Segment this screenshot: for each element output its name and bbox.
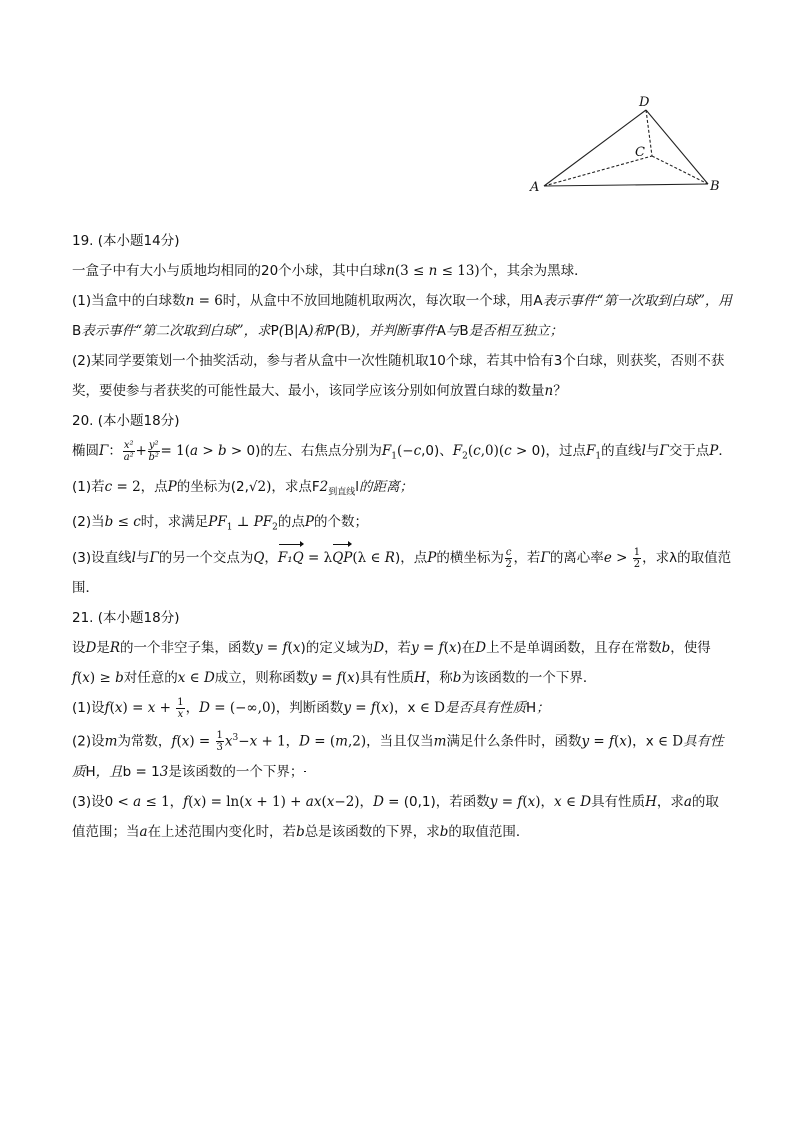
q19-intro: 一盒子中有大小与质地均相同的20个小球，其中白球n(3 ≤ n ≤ 13)个，其余为黑球． [72, 263, 588, 279]
label-A: A [530, 180, 540, 195]
label-C: C [635, 145, 645, 160]
q19-part2: (2)某同学要策划一个抽奖活动，参与者从盒中一次性随机取10个球，若其中恰有3个白球，则获奖，否则不获奖，要使参与者获奖的可能性最大、最小，该同学应该分别如何放置白球的数量n？ [72, 353, 725, 399]
q21-part2: (2)设m为常数，f(x) = $\frac{1}{3}$ $x^3-x + 1$，D = (m,2)，当且仅当m满足什么条件时，函数y = f(x)，x ∈ D具有性质H，且b = 13是该函数的一个下界； [72, 730, 724, 780]
questions [72, 226, 732, 847]
edge-AB [544, 184, 708, 186]
edge-AD [544, 110, 646, 186]
q21-part1: (1)设f(x) = x + $\frac{1}{x}$ ，D = (−∞,0)，判断函数y = f(x)，x ∈ D是否具有性质H； [72, 696, 550, 720]
q20-part1: (1)若c = 2，点P的坐标为(2,√2)，求点$F2_{到直线}l$的距离； [72, 478, 414, 498]
vector-QP: QP [332, 543, 352, 573]
q21-part3: (3)设0 < a ≤ 1，f(x) = ln(x + 1) + ax(x−2)，D = (0,1)，若函数y = f(x)，x ∈ D具有性质H，求a的取值范围；当a在上述范围内变化时，若b总是该函数的下界，求b的取值范围． [72, 793, 719, 840]
fraction-c-2: $\frac{c}{2}$ [505, 546, 512, 570]
q19-header: 19. (本小题14分) [72, 233, 180, 249]
label-D: D [639, 95, 650, 110]
edge-DB [646, 110, 708, 184]
tetrahedron-figure [524, 90, 734, 200]
vector-F1Q: F₁Q [278, 543, 304, 573]
fraction-1-x: $\frac{1}{x}$ [177, 696, 184, 720]
label-B: B [710, 179, 720, 194]
edge-AC [544, 156, 652, 186]
fraction-1-3: $\frac{1}{3}$ [216, 730, 223, 754]
q21-intro: 设D是R的一个非空子集，函数y = f(x)的定义域为D，若y = f(x)在D上不是单调函数，且存在常数b，使得f(x) ≥ b对任意的x ∈ D成立，则称函数y = f(x)具有性质H，称b为该函数的一个下界． [72, 640, 711, 687]
q20-intro: 椭圆Γ： $\frac{\text{x²}}{\text{a²}}$ + $\frac{\text{y²}}{\text{b²}}$ = 1(a > b > 0)的左、右焦点分别为$F_1(-c,0)$、$F_2(c,0)(c > 0)$，过点$F_1$的直线l与Γ交于点P． [72, 439, 732, 463]
q20-header: 20. (本小题18分) [72, 413, 180, 429]
edge-CB [652, 156, 708, 184]
fraction-x2-a2: $\frac{\text{x²}}{\text{a²}}$ [123, 439, 134, 463]
fraction-y2-b2: $\frac{\text{y²}}{\text{b²}}$ [148, 439, 159, 463]
q19-part1: (1)当盒中的白球数n = 6时，从盒中不放回地随机取两次，每次取一个球，用A表示事件“第一次取到白球”，用B表示事件“第二次取到白球”，求P(B|A)和P(B)，并判断事件A与B是否相互独立； [72, 293, 732, 339]
q20-part3: (3)设直线l与Γ的另一个交点为Q，F₁Q = λQP(λ ∈ R)，点P的横坐标为 $\frac{c}{2}$ ，若Γ的离心率e > $\frac{1}{2}$ ，求λ的取值范围． [72, 543, 732, 603]
q21-header: 21. (本小题18分) [72, 610, 180, 627]
fraction-1-2: $\frac{1}{2}$ [633, 546, 641, 570]
fraction-1-3-bound [304, 771, 306, 772]
q20-part2: (2)当b ≤ c时，求满足$PF_1$ ⊥ $PF_2$的点P的个数； [72, 514, 368, 534]
